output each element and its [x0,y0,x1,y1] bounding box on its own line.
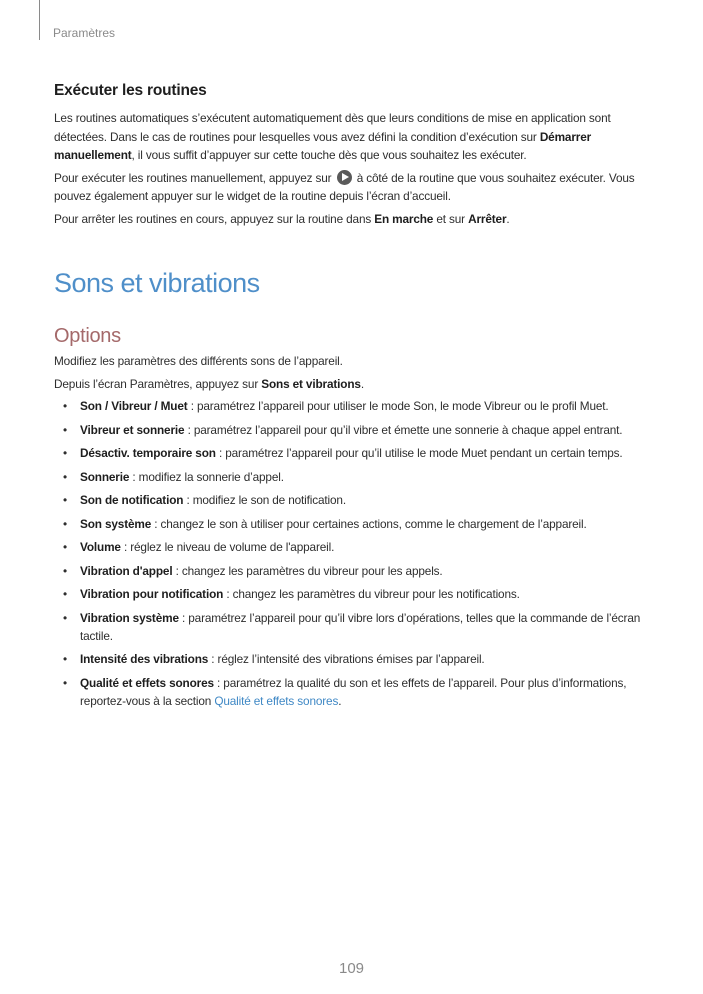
option-description: : paramétrez l’appareil pour qu’il vibre lors d’opérations, telles que la commande de l’écran tactile. [80,610,641,643]
option-term: Volume [80,540,121,554]
option-term: Intensité des vibrations [80,652,209,666]
option-description: : paramétrez la qualité du son et les effets de l’appareil. Pour plus d’informations, reportez-vous à la section [80,675,627,708]
intro-paragraph-2 [54,375,654,394]
option-description: : réglez l’intensité des vibrations émises par l’appareil. [208,652,485,666]
option-item [54,468,654,486]
options-list [54,397,654,710]
section-link[interactable]: Qualité et effets sonores [214,693,339,708]
bullet: • [63,469,67,484]
bullet: • [63,399,67,413]
bullet: • [63,675,67,690]
bullet: • [63,540,67,554]
page-number: 109 [338,960,365,977]
intro-paragraph-1: Modifiez les paramètres des différents sons de l’appareil. [54,354,343,368]
text: , il vous suffit d’appuyer sur cette touche dès que vous souhaitez les exécuter. [131,148,527,162]
bullet: • [63,563,67,578]
bold-term: Arrêter [468,211,507,226]
option-description: : modifiez la sonnerie d’appel. [129,469,284,484]
option-item [54,444,654,462]
option-description: : changez les paramètres du vibreur pour les appels. [172,563,443,578]
text: Les routines automatiques s’exécutent automatiquement dès que leurs conditions de mise en application sont détectées. Dans le cas de routines pour lesquelles vous avez défini la condition d’exécution sur [54,111,611,144]
bold-term: Sons et vibrations [261,376,361,391]
option-description: : changez le son à utiliser pour certaines actions, comme le chargement de l’appareil. [151,516,587,531]
option-term: Vibration d'appel [80,563,173,578]
text: à côté de la routine que vous souhaitez exécuter. Vous pouvez également appuyer sur le widget de la routine depuis l’écran d’accueil. [54,170,635,203]
option-item [54,609,654,645]
section-title: Sons et vibrations [54,268,260,298]
option-term: Désactiv. temporaire son [80,446,216,460]
option-item [54,421,654,439]
routines-paragraph-2 [54,169,654,206]
option-description: : paramétrez l’appareil pour qu’il utilise le mode Muet pendant un certain temps. [215,446,623,460]
option-term: Qualité et effets sonores [80,675,214,690]
bullet: • [63,587,67,601]
header-rule [39,0,40,40]
option-item [54,562,654,580]
header-label: Paramètres [53,26,116,40]
play-icon [337,170,352,185]
option-item [54,397,654,415]
text: . [338,693,342,708]
option-item [54,650,654,668]
text: et sur [433,211,469,226]
option-item [54,515,654,533]
text: Pour exécuter les routines manuellement, appuyez sur [54,170,335,185]
option-description: : paramétrez l’appareil pour qu’il vibre et émette une sonnerie à chaque appel entrant. [184,422,623,437]
option-term: Son / Vibreur / Muet [80,399,188,413]
option-term: Son système [80,516,152,531]
option-item [54,674,654,710]
bold-term: Démarrer manuellement [54,129,592,162]
routines-paragraph-1 [54,109,654,165]
bullet: • [63,493,67,507]
options-subtitle: Options [54,325,121,347]
bullet: • [63,610,67,625]
bullet: • [63,446,67,460]
option-description: : réglez le niveau de volume de l'appareil. [120,540,335,554]
option-description: : changez les paramètres du vibreur pour les notifications. [223,587,520,601]
option-description: : paramétrez l’appareil pour utiliser le mode Son, le mode Vibreur ou le profil Muet. [187,399,609,413]
option-item [54,585,654,603]
routines-paragraph-3 [54,210,654,229]
option-term: Vibration pour notification [80,587,224,601]
option-term: Sonnerie [80,469,130,484]
bullet: • [63,516,67,531]
option-term: Vibreur et sonnerie [80,422,185,437]
text: Depuis l’écran Paramètres, appuyez sur [54,376,262,391]
page-content [54,82,654,715]
bullet: • [63,652,67,666]
text: . [360,376,364,391]
option-term: Son de notification [80,493,184,507]
text: Pour arrêter les routines en cours, appuyez sur la routine dans [54,211,375,226]
bullet: • [63,422,67,437]
option-item [54,491,654,509]
bold-term: En marche [374,211,434,226]
option-description: : modifiez le son de notification. [183,493,346,507]
option-item [54,538,654,556]
routines-title: Exécuter les routines [54,82,207,99]
text: . [506,211,510,226]
option-term: Vibration système [80,610,179,625]
